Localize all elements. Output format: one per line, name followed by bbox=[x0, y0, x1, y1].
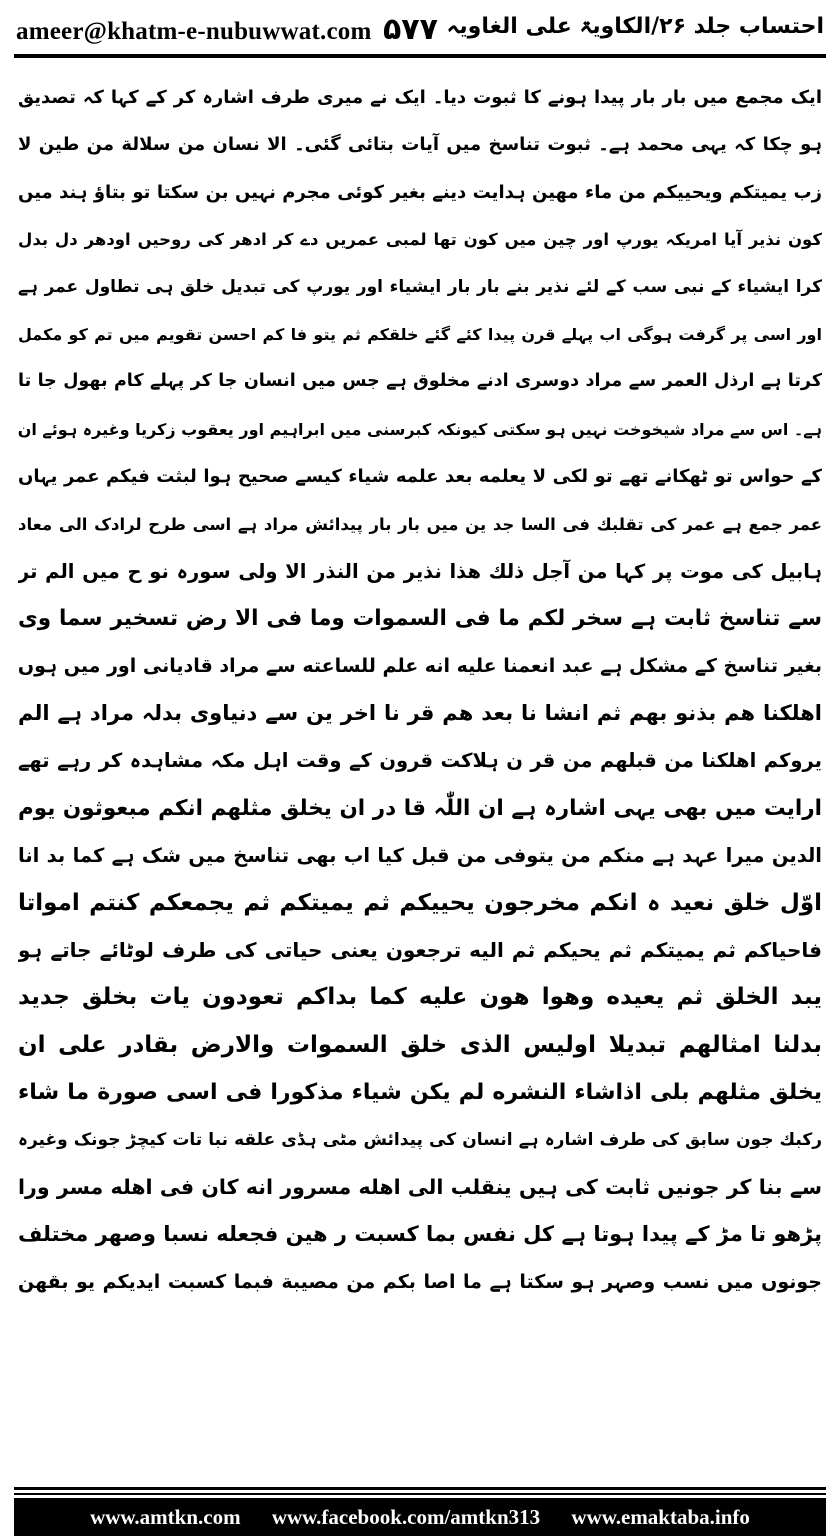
footer-rule-thin bbox=[14, 1493, 826, 1495]
text-line: یخلق مثلھم بلی اذاشاء النشره لم یکن شیاء مذکورا فی اسی صورة ما شاء bbox=[18, 1080, 822, 1106]
page-header bbox=[0, 0, 840, 52]
text-line: پڑھو تا مڑ کے پیدا ہوتا ہے کل نفس بما کسبت ر ھین فجعله نسبا وصھر مختلف bbox=[18, 1222, 822, 1247]
text-line: اھلکنا ھم بذنو بھم ثم انشا نا بعد ھم قر نا اخر ین سے دنیاوی بدلہ مراد ہے الم bbox=[18, 701, 822, 726]
running-title: احتساب جلد ۲۶/الکاویۃ علی الغاویہ bbox=[446, 14, 824, 39]
text-line: سے بنا کر جونیں ثابت کی ہیں ینقلب الی اھله مسرور انه کان فی اھله مسر ورا bbox=[18, 1174, 822, 1199]
text-line: الدین میرا عہد ہے منکم من یتوفی من قبل کیا اب بھی تناسخ میں شک ہے کما بد انا bbox=[18, 844, 822, 868]
text-line: ارایت میں بھی یہی اشارہ ہے ان اللّٰہ قا در ان یخلق مثلھم انکم مبعوثون یوم bbox=[18, 795, 822, 821]
text-line: اوّل خلق نعید ہ انکم مخرجون یحییکم ثم یمیتکم ثم یجمعکم کنتم امواتا bbox=[18, 889, 822, 916]
footer-link-emaktaba[interactable]: www.emaktaba.info bbox=[571, 1505, 750, 1529]
text-line: کرتا ہے ارذل العمر سے مراد دوسری ادنے مخلوق ہے جس میں انسان جا کر پہلے کام بھول جا تا bbox=[18, 371, 822, 392]
footer-link-facebook[interactable]: www.facebook.com/amtkn313 bbox=[271, 1505, 541, 1529]
text-line: ہے۔ اس سے مراد شیخوخت نہیں ہو سکتی کیونکہ کبرسنی میں ابراہیم اور یعقوب زکریا وغیرہ ہوئے ان bbox=[18, 419, 822, 439]
text-line: ہابیل کی موت پر کہا من آجل ذلك ھذا نذیر من النذر الا ولی سورہ نو ح میں الم تر bbox=[18, 559, 822, 583]
text-line: ہو چکا کہ یہی محمد ہے۔ ثبوت تناسخ میں آیات بتائی گئی۔ الا نسان من سلالة من طین لا bbox=[18, 134, 822, 156]
text-line: سے تناسخ ثابت ہے سخر لکم ما فی السموات وما فی الا رض تسخیر سما وی bbox=[18, 606, 822, 632]
text-line: بغیر تناسخ کے مشکل ہے عبد انعمنا علیه انه علم للساعته سے مراد قادیانی اور میں ہوں bbox=[18, 654, 822, 677]
footer-bar bbox=[14, 1498, 826, 1536]
footer-link-amtkn[interactable]: www.amtkn.com bbox=[90, 1505, 241, 1529]
body-text bbox=[18, 74, 822, 1306]
text-line: کرا ایشیاء کے نبی سب کے لئے نذیر بنے بار بار ایشیاء اور یورپ کی تبدیل خلق ہی تطاول عمر ہے bbox=[18, 276, 822, 297]
text-line: رکبك جون سابق کی طرف اشارہ ہے انسان کی پیدائش مٹی ہڈی علقه نبا تات کیچڑ جونک وغیرہ bbox=[18, 1129, 822, 1150]
text-line: فاحیاکم ثم یمیتکم ثم یحیکم ثم الیه ترجعون یعنی حیاتی کی طرف لوٹائے جاتے ہو bbox=[18, 938, 822, 963]
text-line: کون نذیر آیا امریکہ یورپ اور چین میں کون تھا لمبی عمریں دے کر ادھر کی روحیں اودھر دل بدل bbox=[18, 230, 822, 250]
text-line: عمر جمع ہے عمر کی تقلبك فی السا جد ین میں بار بار پیدائش مراد ہے اسی طرح لرادک الی معاد bbox=[18, 514, 822, 534]
text-line: اور اسی پر گرفت ہوگی اب پہلے قرن پیدا کئے گئے خلقکم ثم یتو فا کم احسن تقویم میں تم کو مکمل bbox=[18, 324, 822, 344]
page-number: ۵۷۷ bbox=[383, 12, 438, 47]
text-line: جونوں میں نسب وصہر ہو سکتا ہے ما اصا بکم من مصیبة فبما کسبت ایدیکم یو بقھن bbox=[18, 1270, 822, 1293]
text-line: زب یمیتکم ویحییکم من ماء مھین ہدایت دینے بغیر کوئی مجرم نہیں بن سکتا تو بتاؤ ہند میں bbox=[18, 181, 822, 203]
text-line: یروکم اھلکنا من قبلھم من قر ن ہلاکت قرون کے وقت اہل مکہ مشاہدہ کر رہے تھے bbox=[18, 749, 822, 773]
text-line: ایک مجمع میں بار بار پیدا ہونے کا ثبوت دیا۔ ایک نے میری طرف اشارہ کر کے کہا کہ تصدیق bbox=[18, 87, 822, 108]
text-line: بدلنا امثالھم تبدیلا اولیس الذی خلق السموات والارض بقادر علی ان bbox=[18, 1031, 822, 1058]
header-email: ameer@khatm-e-nubuwwat.com bbox=[16, 18, 372, 45]
header-rule bbox=[14, 54, 826, 58]
footer-rule bbox=[14, 1487, 826, 1490]
text-line: یبد الخلق ثم یعیده وھوا ھون علیه کما بداکم تعودون یات بخلق جدید bbox=[18, 984, 822, 1011]
text-line: کے حواس تو ٹھکانے تھے تو لکی لا یعلمه بعد علمه شیاء کیسے صحیح ہوا لبثت فیکم عمر یہاں bbox=[18, 466, 822, 488]
